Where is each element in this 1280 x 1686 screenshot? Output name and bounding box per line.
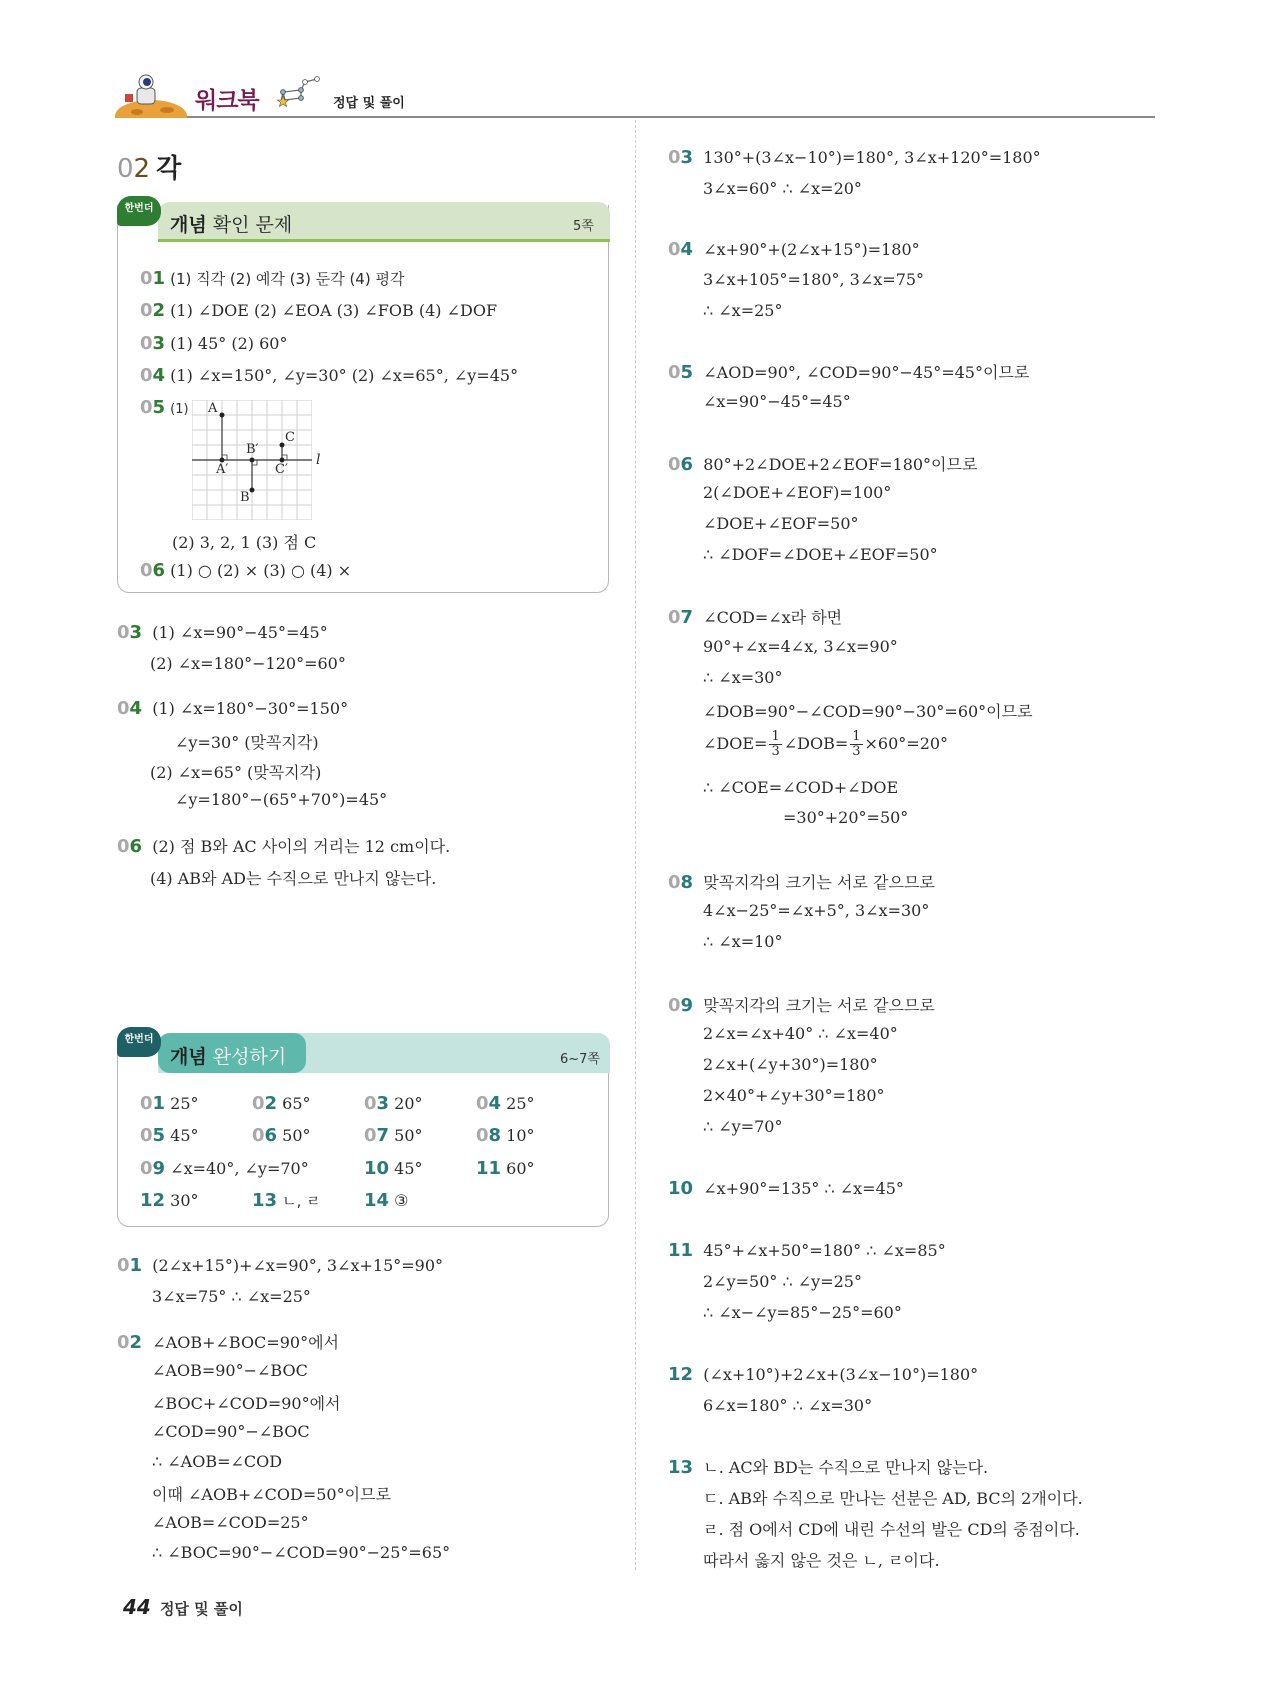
solution-r13: 13 ㄴ. AC와 BD는 수직으로 만나지 않는다. <box>668 1457 989 1478</box>
solution-04: 04 (1) ∠x=180°−30°=150° <box>117 698 349 719</box>
solution-02: 02 ∠AOB+∠BOC=90°에서 <box>117 1332 339 1353</box>
perpendicular-grid-figure <box>192 400 312 520</box>
header-subtitle: 정답 및 풀이 <box>333 96 405 111</box>
column-divider <box>635 120 636 1570</box>
solution-06: 06 (2) 점 B와 AC 사이의 거리는 12 cm이다. <box>117 836 451 857</box>
solution-r10: 10 ∠x+90°=135° ∴ ∠x=45° <box>668 1178 904 1199</box>
page-reference: 5쪽 <box>573 219 594 234</box>
figure-label-A-prime: A′ <box>216 462 229 477</box>
solution-r09: 09 맞꼭지각의 크기는 서로 같으므로 <box>668 995 935 1016</box>
figure-label-C-prime: C′ <box>275 462 288 477</box>
fraction-line: ∠DOE= $\frac{1}{3}$ ∠DOB= $\frac{1}{3}$ ×60°=20° <box>703 729 949 759</box>
figure-label-C: C <box>285 430 295 445</box>
footer-label: 정답 및 풀이 <box>159 1600 243 1618</box>
concept-complete-title: 개념 완성하기 <box>170 1046 287 1068</box>
figure-label-line-l: l <box>316 452 321 468</box>
constellation-icon <box>275 76 331 108</box>
page-reference: 6~7쪽 <box>560 1052 600 1067</box>
answer-row: 02 (1) ∠DOE (2) ∠EOA (3) ∠FOB (4) ∠DOF <box>140 300 498 321</box>
answer-row: 03 (1) 45° (2) 60° <box>140 333 288 354</box>
solution-r06: 06 80°+2∠DOE+2∠EOF=180°이므로 <box>668 454 978 475</box>
solution-r03: 03 130°+(3∠x−10°)=180°, 3∠x+120°=180° <box>668 147 1041 168</box>
again-badge: 한번더 <box>117 1027 161 1057</box>
solution-03: 03 (1) ∠x=90°−45°=45° <box>117 622 328 643</box>
solution-r12: 12 (∠x+10°)+2∠x+(3∠x−10°)=180° <box>668 1364 979 1385</box>
solution-01: 01 (2∠x+15°)+∠x=90°, 3∠x+15°=90° <box>117 1255 444 1276</box>
solution-r11: 11 45°+∠x+50°=180° ∴ ∠x=85° <box>668 1240 946 1261</box>
solution-r08: 08 맞꼭지각의 크기는 서로 같으므로 <box>668 872 935 893</box>
solution-r05: 05 ∠AOD=90°, ∠COD=90°−45°=45°이므로 <box>668 362 1030 383</box>
answer-row: (2) 3, 2, 1 (3) 점 C <box>172 533 317 552</box>
workbook-title: 워크북 <box>195 88 259 114</box>
figure-label-B-prime: B′ <box>246 442 259 457</box>
page-header <box>115 70 1155 118</box>
astronaut-mascot-icon <box>115 72 187 118</box>
solution-r04: 04 ∠x+90°+(2∠x+15°)=180° <box>668 239 920 260</box>
concept-check-title: 개념 확인 문제 <box>170 214 293 236</box>
again-badge: 한번더 <box>117 196 161 226</box>
answer-row: 05 (1) <box>140 397 189 418</box>
solution-r07: 07 ∠COD=∠x라 하면 <box>668 607 843 628</box>
page-footer <box>123 1595 243 1619</box>
answer-row: 04 (1) ∠x=150°, ∠y=30° (2) ∠x=65°, ∠y=45° <box>140 365 519 386</box>
answer-row: 06 (1) ○ (2) × (3) ○ (4) × <box>140 560 352 581</box>
page-number: 44 <box>123 1595 151 1619</box>
figure-label-A: A <box>208 401 218 416</box>
figure-label-B: B <box>240 490 250 505</box>
section-title: 02 각 <box>117 154 182 184</box>
answer-row: 01 (1) 직각 (2) 예각 (3) 둔각 (4) 평각 <box>140 268 405 289</box>
